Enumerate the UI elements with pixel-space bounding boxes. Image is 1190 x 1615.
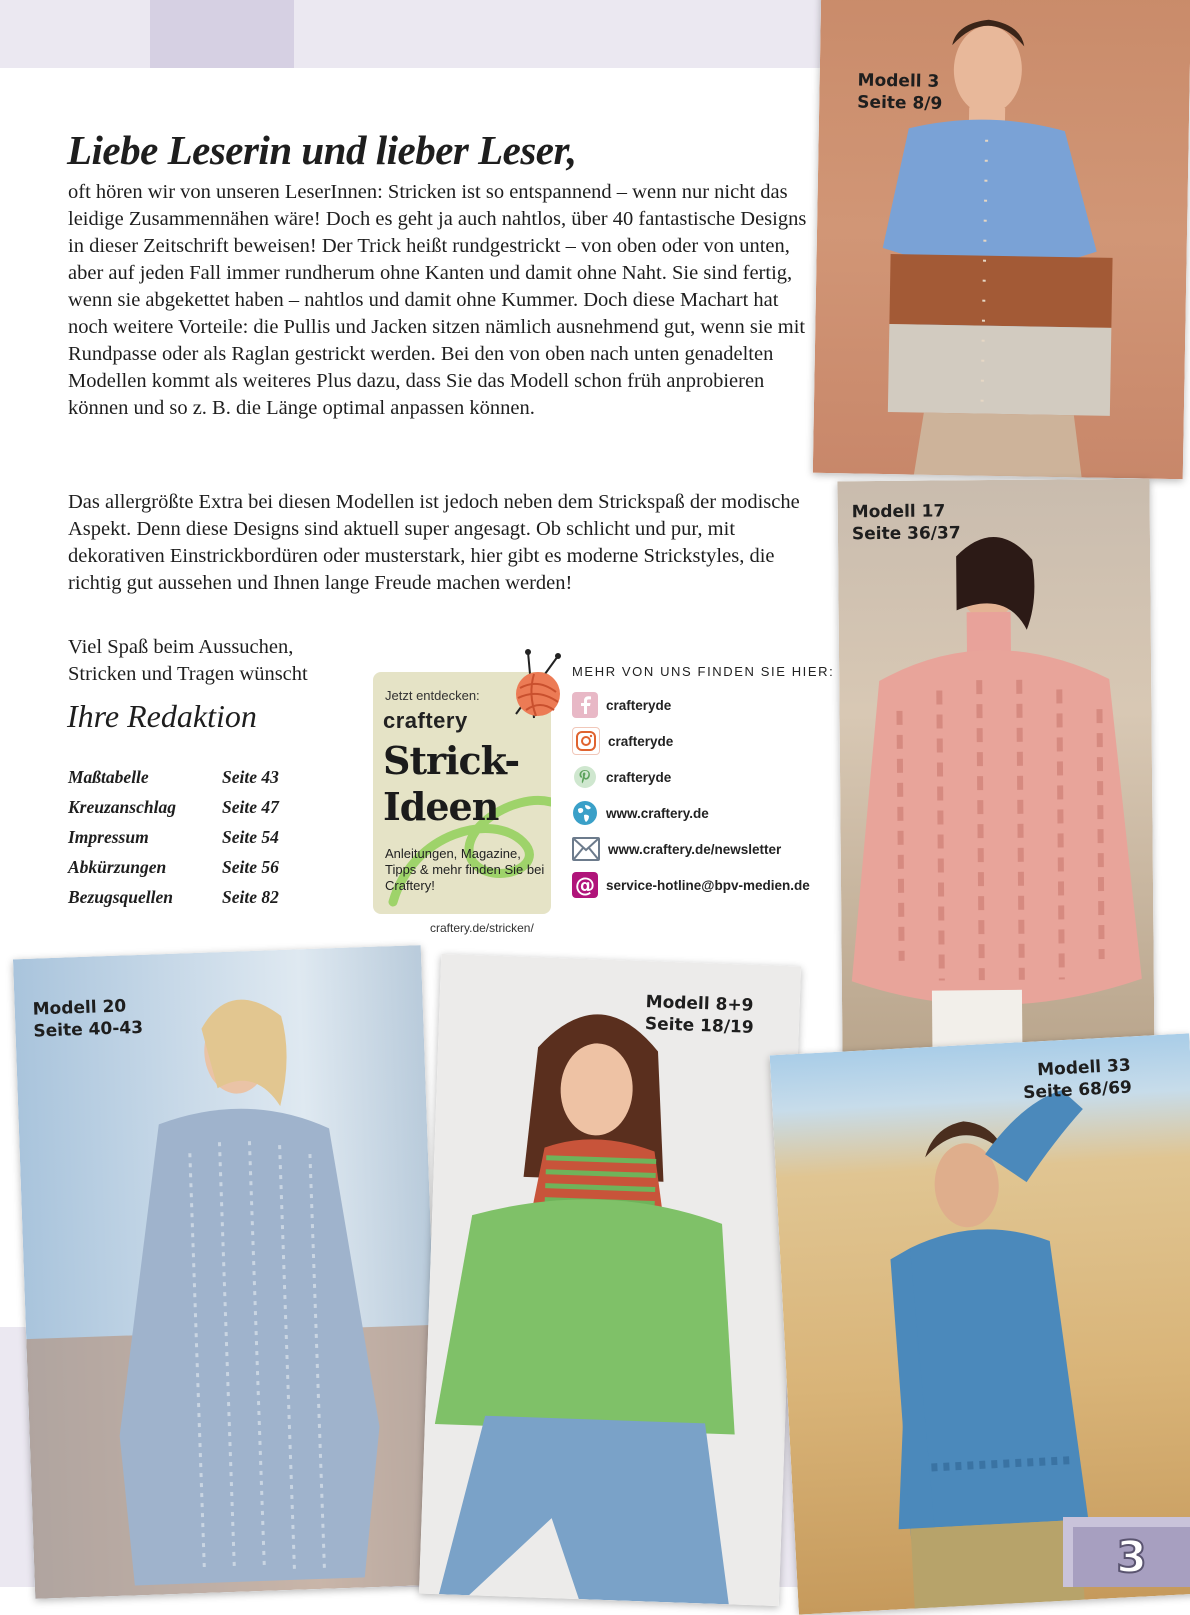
- model-page: Seite 8/9: [857, 92, 943, 114]
- toc-name: Impressum: [68, 826, 149, 847]
- social-label: service-hotline@bpv-medien.de: [606, 877, 810, 893]
- editorial-headline: Liebe Leserin und lieber Leser,: [67, 127, 577, 173]
- social-label: crafteryde: [608, 733, 674, 749]
- social-label: www.craftery.de: [606, 805, 709, 821]
- toc-page: Seite 43: [222, 766, 279, 787]
- page-number-inner: [1073, 1527, 1190, 1587]
- model-number: Modell 8+9: [645, 992, 754, 1016]
- top-band-accent: [150, 0, 294, 68]
- model-number: Modell 17: [851, 501, 946, 523]
- toc-row[interactable]: [68, 852, 328, 882]
- toc-row[interactable]: [68, 792, 328, 822]
- social-links: [572, 664, 834, 903]
- social-item-pinterest[interactable]: [572, 759, 834, 795]
- toc-page: Seite 82: [222, 886, 279, 907]
- model-page: Seite 40-43: [33, 1017, 144, 1042]
- toc-page: Seite 56: [222, 856, 279, 877]
- craftery-logo: craftery: [383, 708, 468, 733]
- closing-line-1: Viel Spaß beim Aussuchen,: [68, 636, 294, 658]
- table-of-contents: [68, 762, 328, 912]
- mail-icon: [572, 837, 600, 861]
- social-item-newsletter[interactable]: [572, 831, 834, 867]
- page-number-box: [1063, 1517, 1190, 1587]
- promo-description: Anleitungen, Magazine, Tipps & mehr finden Sie bei Craftery!: [385, 846, 545, 893]
- social-item-facebook[interactable]: [572, 687, 834, 723]
- top-band: [0, 0, 840, 68]
- woman-green-sweater-figure: [419, 954, 801, 1606]
- yarn-ball-icon: [510, 648, 566, 724]
- toc-page: Seite 47: [222, 796, 279, 817]
- toc-row[interactable]: [68, 822, 328, 852]
- photo-modell-17[interactable]: [837, 479, 1154, 1062]
- page-number: 3: [1116, 1531, 1147, 1583]
- pinterest-icon: [572, 764, 598, 790]
- photo-modell-8-9[interactable]: [419, 954, 801, 1606]
- model-page: Seite 68/69: [1022, 1077, 1133, 1104]
- promo-url[interactable]: craftery.de/stricken/: [430, 921, 534, 935]
- social-heading: MEHR VON UNS FINDEN SIE HIER:: [572, 664, 835, 679]
- promo-title-line-1: Strick-: [383, 738, 520, 783]
- social-item-website[interactable]: [572, 795, 834, 831]
- social-label: crafteryde: [606, 769, 672, 785]
- social-item-instagram[interactable]: [572, 723, 834, 759]
- photo-modell-20[interactable]: [13, 945, 443, 1599]
- instagram-icon: [572, 727, 600, 755]
- social-label: crafteryde: [606, 697, 672, 713]
- woman-lace-cardigan-figure: [13, 945, 443, 1599]
- facebook-icon: [572, 692, 598, 718]
- toc-name: Abkürzungen: [68, 856, 167, 877]
- promo-discover: Jetzt entdecken:: [385, 688, 480, 703]
- photo-label: [857, 69, 943, 114]
- toc-row[interactable]: [68, 882, 328, 912]
- model-number: Modell 20: [32, 996, 127, 1020]
- photo-modell-3[interactable]: [813, 0, 1190, 479]
- woman-pink-poncho-figure: [837, 479, 1154, 1062]
- editorial-signature: Ihre Redaktion: [67, 698, 257, 734]
- closing-line-2: Stricken und Tragen wünscht: [68, 663, 308, 685]
- photo-label: [32, 995, 143, 1043]
- model-number: Modell 3: [857, 70, 940, 92]
- toc-row[interactable]: [68, 762, 328, 792]
- promo-title-line-2: Ideen: [383, 784, 499, 829]
- editorial-closing: [68, 634, 388, 688]
- editorial-paragraph-2: Das allergrößte Extra bei diesen Modellen ist jedoch neben dem Strickspaß der modische Aspekt. Denn diese Designs sind aktuell super angesagt. Ob schlicht und pur, mit dekorativen Einstrickbordüren oder musterstark, hier gibt es moderne Strickstyles, die richtig gut aussehen und Ihnen lange Freude machen werden!: [68, 491, 800, 594]
- model-number: Modell 33: [1036, 1055, 1132, 1081]
- photo-label: [852, 500, 961, 545]
- social-item-email[interactable]: [572, 867, 834, 903]
- model-page: Seite 36/37: [851, 523, 961, 545]
- at-icon: @: [572, 872, 598, 898]
- photo-label: [645, 991, 755, 1039]
- model-page: Seite 18/19: [644, 1014, 754, 1038]
- toc-page: Seite 54: [222, 826, 279, 847]
- editorial-paragraph-1: oft hören wir von unseren LeserInnen: Stricken ist so entspannend – wenn nur nicht das leidige Zusammennähen wäre! Doch es geht ja auch nahtlos, über 40 fantastische Designs in dieser Zeitschrift beweisen! Der Trick heißt rundgestrickt – von oben oder von unten, aber auf jeden Fall immer rundherum ohne Kanten und damit ohne Naht. Sie sind fertig, wenn sie abgekettet haben – nahtlos und damit ohne Kummer. Doch diese Machart hat noch weitere Vorteile: die Pullis und Jacken sitzen nämlich ausnehmend gut, wenn sie mit Rundpasse oder als Raglan gestrickt werden. Bei den von oben nach unten genadelten Modellen kommt als weiteres Plus dazu, dass Sie das Modell schon früh anprobieren können und so z. B. die Länge optimal anpassen können.: [68, 181, 807, 419]
- globe-icon: [572, 800, 598, 826]
- toc-name: Maßtabelle: [68, 766, 149, 787]
- photo-label: [1022, 1055, 1133, 1105]
- toc-name: Kreuzanschlag: [68, 796, 176, 817]
- social-label: www.craftery.de/newsletter: [608, 841, 782, 857]
- toc-name: Bezugsquellen: [68, 886, 174, 907]
